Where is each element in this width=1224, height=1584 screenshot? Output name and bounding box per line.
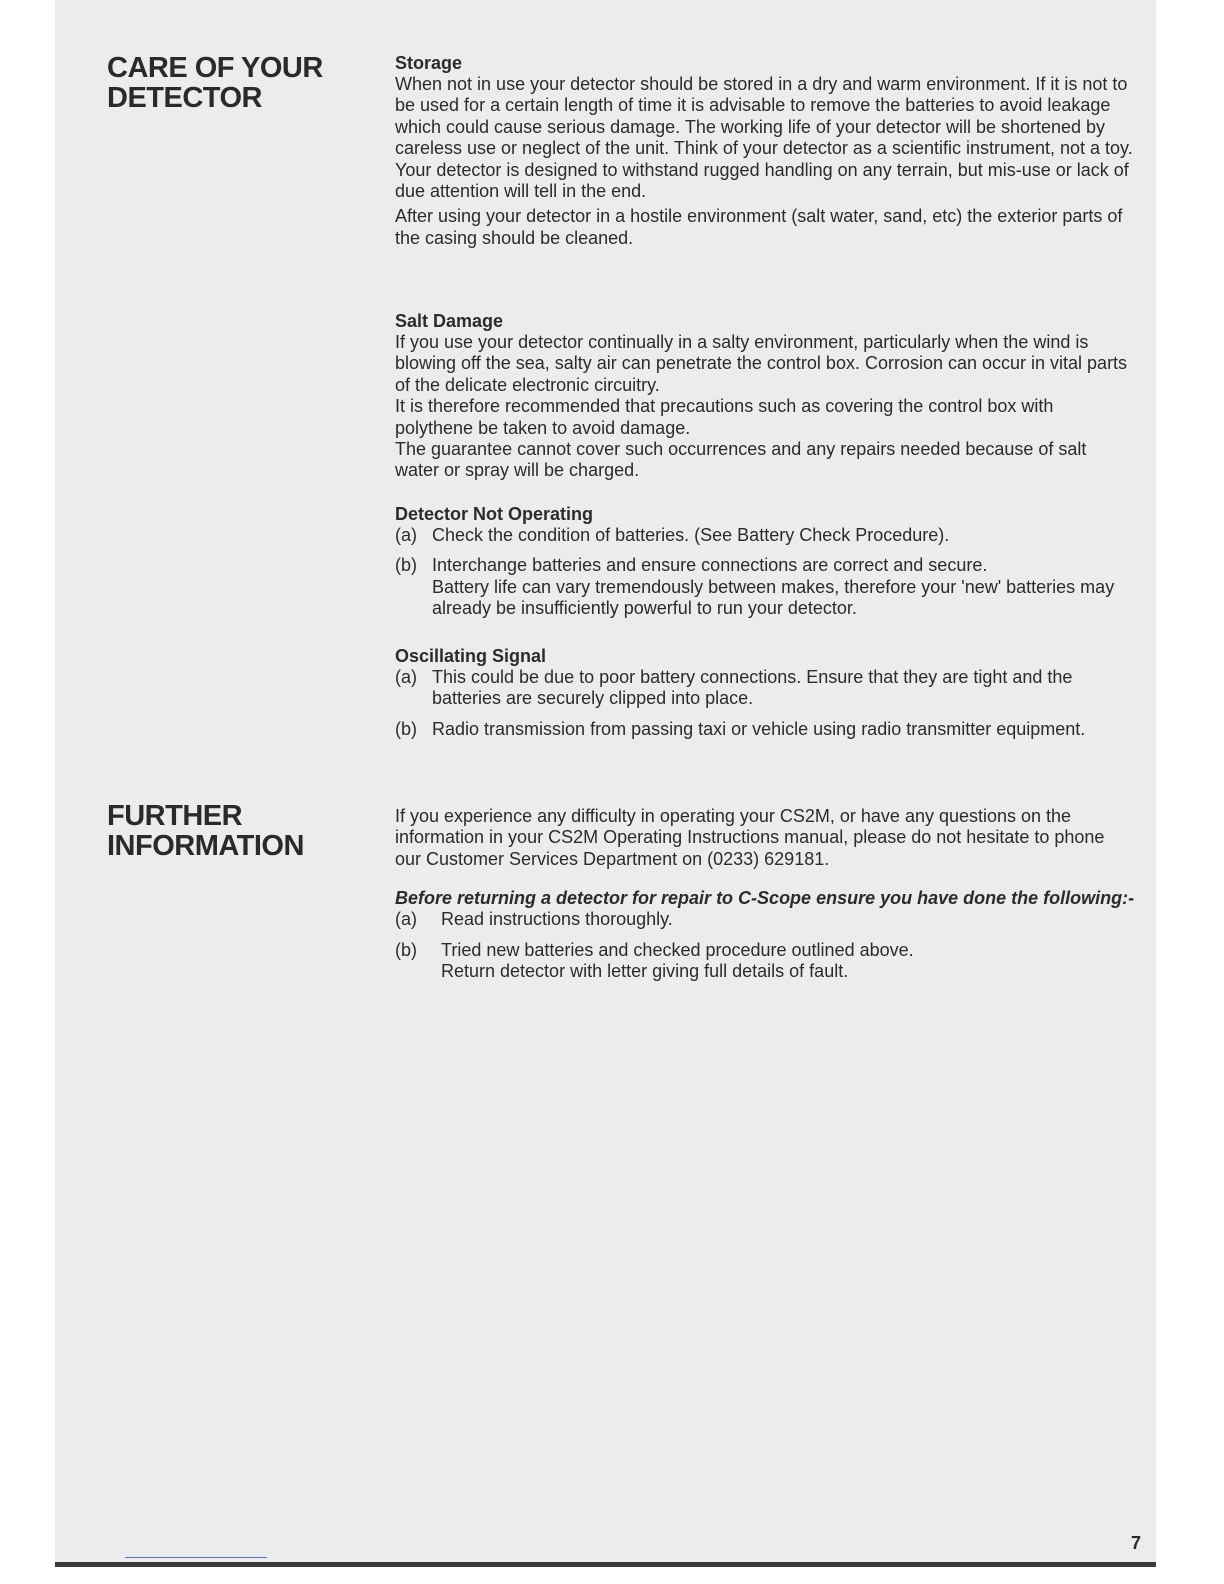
manual-page	[55, 0, 1156, 1562]
care-heading-line2: DETECTOR	[107, 82, 262, 114]
care-heading-line1: CARE OF YOUR	[107, 52, 323, 84]
list-item-text	[432, 667, 1135, 710]
list-item-text	[441, 909, 1135, 930]
not-operating-title: Detector Not Operating	[395, 504, 594, 524]
salt-damage-paragraph-3: The guarantee cannot cover such occurrences and any repairs needed because of salt water or spray will be charged.	[395, 439, 1087, 481]
list-item-line: Tried new batteries and checked procedure outlined above.	[441, 939, 914, 960]
list-item-line: Read instructions thoroughly.	[441, 909, 673, 930]
storage-paragraph-1: When not in use your detector should be stored in a dry and warm environment. If it is not to be used for a certain length of time it is advisable to remove the batteries to avoid leakage which could cause serious damage. The working life of your detector will be shortened by careless use or neglect of the unit. Think of your detector as a scientific instrument, not a toy. Your detector is designed to withstand rugged handling on any terrain, but mis-use or lack of due attention will tell in the end.	[395, 74, 1133, 202]
list-item-text	[432, 719, 1135, 740]
return-instructions-heading: Before returning a detector for repair to C-Scope ensure you have done the following:-	[395, 888, 1135, 909]
list-item	[395, 940, 1135, 983]
list-item	[395, 719, 1135, 740]
bottom-link-underline	[125, 1557, 267, 1558]
salt-damage-title: Salt Damage	[395, 311, 504, 331]
storage-section	[395, 53, 1135, 249]
further-heading-line1: FURTHER	[107, 800, 243, 832]
salt-damage-paragraph-1: If you use your detector continually in a salty environment, particularly when the wind is blowing off the sea, salty air can penetrate the control box. Corrosion can occur in vital parts of the delicate electronic circuitry.	[395, 332, 1128, 395]
oscillating-section	[395, 646, 1135, 749]
list-marker: (a)	[395, 525, 417, 545]
list-marker: (a)	[395, 909, 417, 930]
list-item-line: This could be due to poor battery connections. Ensure that they are tight and the batteries are securely clipped into place.	[432, 667, 1073, 709]
storage-paragraph-2: After using your detector in a hostile environment (salt water, sand, etc) the exterior parts of the casing should be cleaned.	[395, 206, 1123, 248]
not-operating-section	[395, 504, 1135, 629]
list-item	[395, 667, 1135, 710]
salt-damage-paragraph-2: It is therefore recommended that precautions such as covering the control box with polythene be taken to avoid damage.	[395, 396, 1054, 438]
list-marker: (b)	[395, 718, 417, 739]
list-marker: (b)	[395, 555, 417, 576]
list-item-line: Radio transmission from passing taxi or vehicle using radio transmitter equipment.	[432, 718, 1086, 739]
list-item	[395, 525, 1135, 546]
list-item-line: Check the condition of batteries. (See Battery Check Procedure).	[432, 525, 950, 545]
bottom-rule	[55, 1562, 1156, 1567]
page-number: 7	[1131, 1533, 1142, 1553]
list-item	[395, 555, 1135, 619]
list-item-text	[432, 525, 1135, 546]
list-item-text	[441, 940, 1135, 983]
storage-title: Storage	[395, 53, 463, 73]
list-marker: (b)	[395, 939, 417, 960]
oscillating-title: Oscillating Signal	[395, 646, 547, 666]
further-heading-line2: INFORMATION	[107, 830, 304, 862]
further-information-section	[395, 806, 1135, 991]
list-item	[395, 909, 1135, 930]
list-item-line: Battery life can vary tremendously between makes, therefore your 'new' batteries may already be insufficiently powerful to run your detector.	[432, 576, 1115, 619]
list-item-line: Interchange batteries and ensure connections are correct and secure.	[432, 555, 988, 576]
salt-damage-section	[395, 311, 1135, 482]
list-item-line: Return detector with letter giving full details of fault.	[441, 961, 849, 982]
list-item-text	[432, 555, 1135, 619]
care-heading	[107, 53, 323, 113]
list-marker: (a)	[395, 667, 417, 687]
further-heading	[107, 801, 304, 861]
further-paragraph: If you experience any difficulty in operating your CS2M, or have any questions on the information in your CS2M Operating Instructions manual, please do not hesitate to phone our Customer Services Department on (0233) 629181.	[395, 806, 1105, 869]
